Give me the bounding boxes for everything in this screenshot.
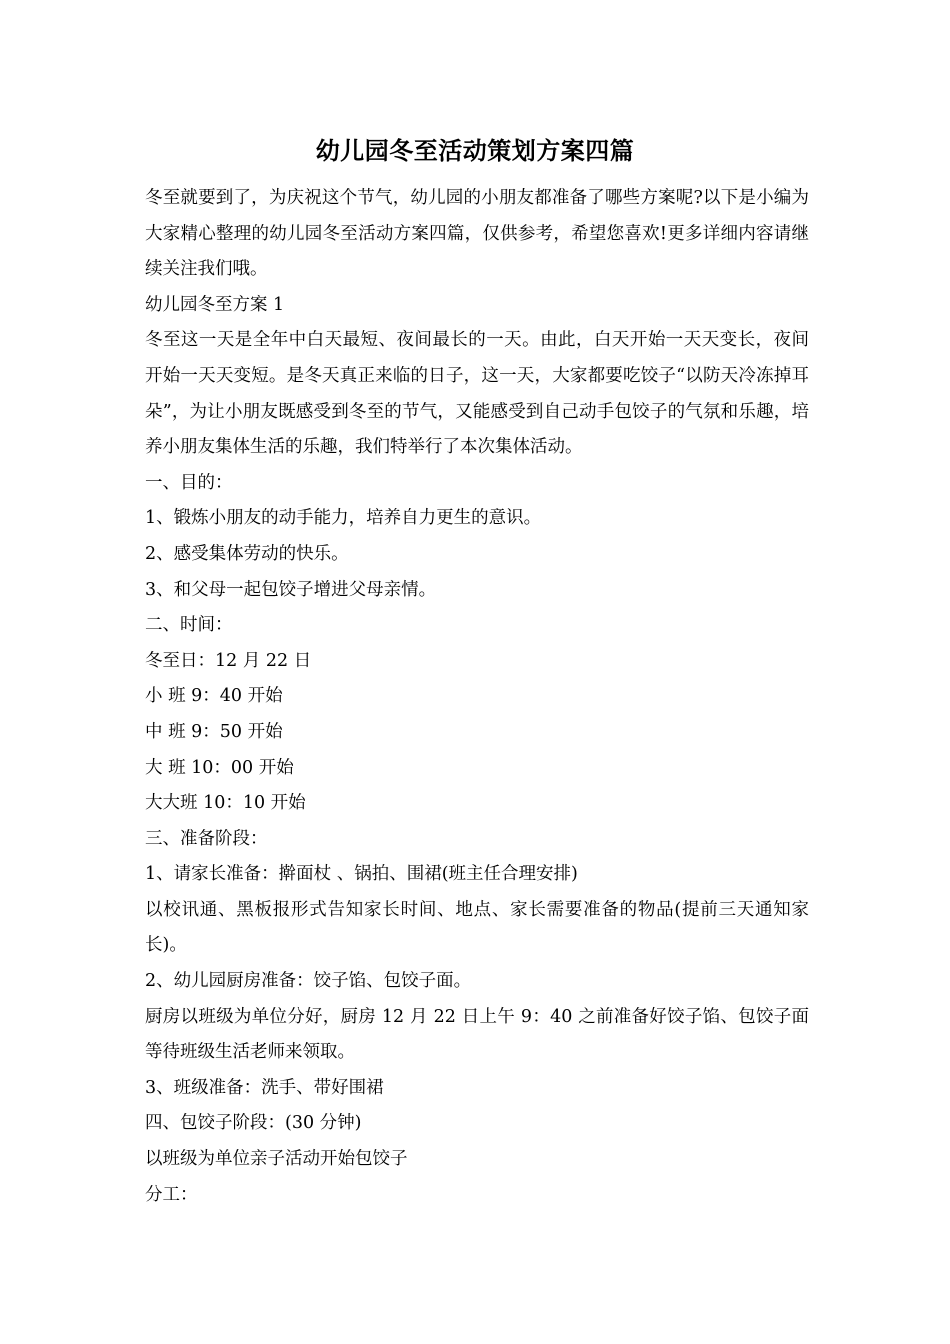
time-middle-class: 中 班 9：50 开始 <box>145 721 283 742</box>
prep-parents-notice: 以校讯通、黑板报形式告知家长时间、地点、家长需要准备的物品(提前三天通知家长)。 <box>145 899 809 956</box>
time-big-class: 大 班 10：00 开始 <box>145 757 294 778</box>
section-heading-plan-1: 幼儿园冬至方案 1 <box>145 294 285 315</box>
heading-time: 二、时间： <box>145 615 233 636</box>
time-senior-class: 大大班 10：10 开始 <box>145 793 306 814</box>
document-body <box>145 181 809 1213</box>
heading-dumpling-stage: 四、包饺子阶段：(30 分钟) <box>145 1113 362 1134</box>
dumpling-stage-detail: 以班级为单位亲子活动开始包饺子 <box>145 1149 408 1170</box>
document-title: 幼儿园冬至活动策划方案四篇 <box>315 136 635 165</box>
purpose-item-2: 2、感受集体劳动的快乐。 <box>145 543 349 564</box>
prep-kitchen: 2、幼儿园厨房准备：饺子馅、包饺子面。 <box>145 971 472 992</box>
prep-kitchen-detail: 厨房以班级为单位分好，厨房 12 月 22 日上午 9：40 之前准备好饺子馅、包饺子面等待班级生活老师来领取。 <box>145 1006 809 1063</box>
heading-preparation: 三、准备阶段： <box>145 828 268 849</box>
heading-purpose: 一、目的： <box>145 472 233 493</box>
time-small-class: 小 班 9：40 开始 <box>145 686 283 707</box>
prep-parents: 1、请家长准备：擀面杖 、锅拍、围裙(班主任合理安排) <box>145 864 578 885</box>
time-date: 冬至日：12 月 22 日 <box>145 650 312 671</box>
intro-paragraph: 冬至就要到了，为庆祝这个节气，幼儿园的小朋友都准备了哪些方案呢?以下是小编为大家精心整理的幼儿园冬至活动方案四篇，仅供参考，希望您喜欢!更多详细内容请继续关注我们哦。 <box>145 188 809 280</box>
background-paragraph: 冬至这一天是全年中白天最短、夜间最长的一天。由此，白天开始一天天变长，夜间开始一天天变短。是冬天真正来临的日子，这一天，大家都要吃饺子“以防天冷冻掉耳朵”，为让小朋友既感受到冬至的节气，又能感受到自己动手包饺子的气氛和乐趣，培养小朋友集体生活的乐趣，我们特举行了本次集体活动。 <box>145 330 809 458</box>
division-of-labor: 分工： <box>145 1184 198 1205</box>
prep-class: 3、班级准备：洗手、带好围裙 <box>145 1077 384 1098</box>
purpose-item-3: 3、和父母一起包饺子增进父母亲情。 <box>145 579 437 600</box>
purpose-item-1: 1、锻炼小朋友的动手能力，培养自力更生的意识。 <box>145 508 542 529</box>
